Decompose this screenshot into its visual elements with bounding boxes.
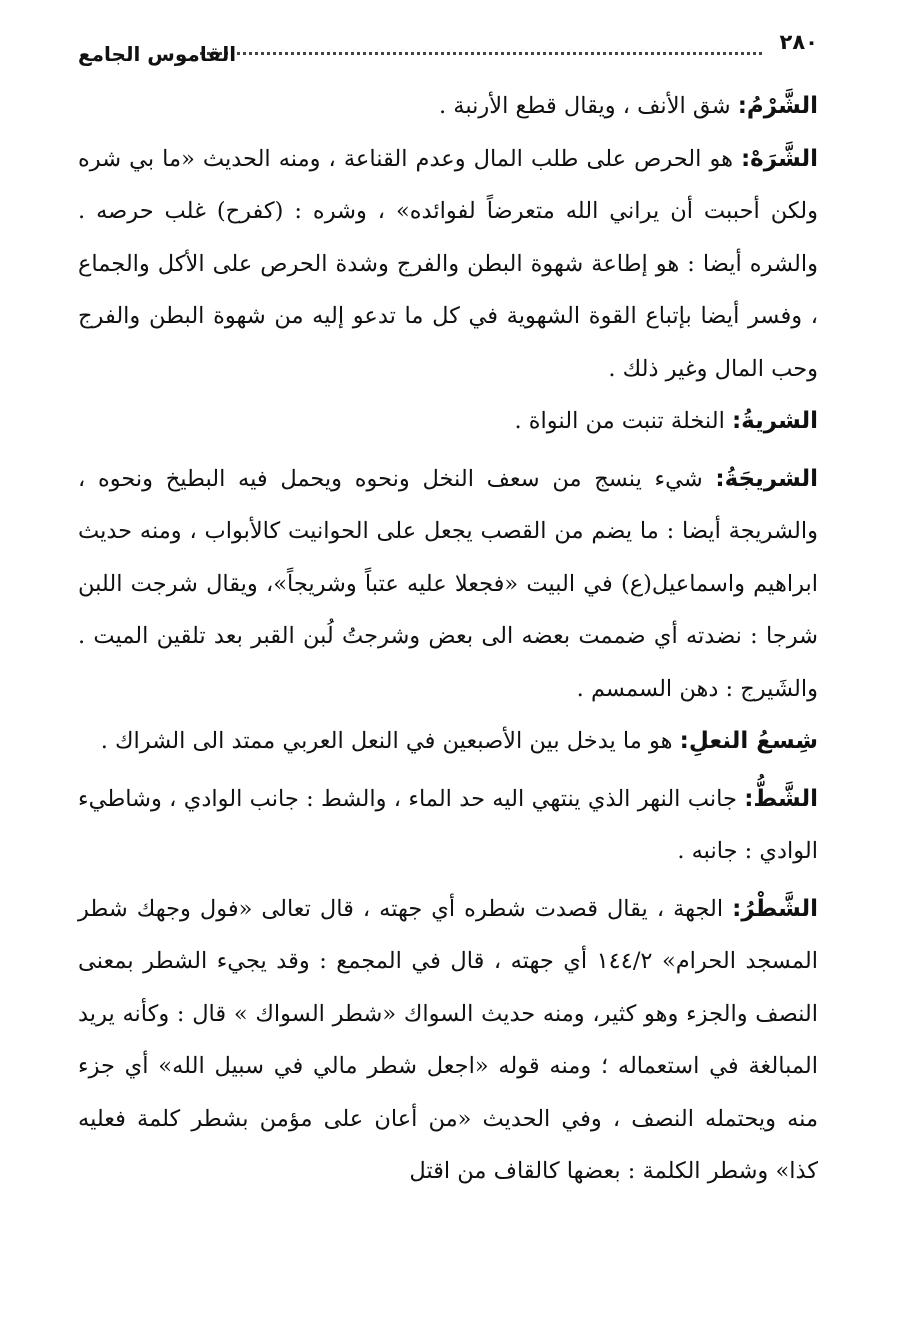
entry-headword: الشَّرَهْ: — [740, 145, 818, 172]
entry-headword: الشَّرْمُ: — [737, 93, 818, 119]
entry-definition: النخلة تنبت من النواة . — [514, 408, 732, 434]
entry-shatt — [78, 773, 818, 878]
entry-headword: شِسعُ النعلِ: — [679, 728, 818, 754]
entry-sharah — [78, 133, 818, 396]
entry-headword: الشَّطْرُ: — [732, 895, 818, 922]
running-title: القاموس الجامع — [78, 42, 237, 66]
entry-shariyah — [78, 395, 818, 448]
entry-definition: شق الأنف ، ويقال قطع الأرنبة . — [439, 93, 738, 119]
entry-shatr — [78, 883, 818, 1198]
dotted-leader — [200, 52, 762, 55]
entry-shis-al-naal — [78, 715, 818, 768]
entry-definition: جانب النهر الذي ينتهي اليه حد الماء ، والشط : جانب الوادي ، وشاطيء الوادي : جانبه . — [78, 785, 818, 864]
entry-definition: هو الحرص على طلب المال وعدم القناعة ، ومنه الحديث «ما بي شره ولكن أحببت أن يراني الله متعرضاً لفوائده» ، وشره : (كفرح) غلب حرصه . والشره أيضا : هو إطاعة شهوة البطن والفرج وشدة الحرص على الأكل والجماع ، وفسر أيضا بإتباع القوة الشهوية في كل ما تدعو إليه من شهوة البطن والفرج وحب المال وغير ذلك . — [78, 145, 818, 382]
page-number: ٢٨٠ — [779, 30, 818, 54]
dictionary-entries — [78, 80, 818, 1198]
page-header — [78, 28, 818, 72]
entry-definition: هو ما يدخل بين الأصبعين في النعل العربي ممتد الى الشراك . — [100, 728, 680, 754]
entry-headword: الشريجَةُ: — [715, 465, 818, 492]
entry-sharijah — [78, 453, 818, 716]
entry-definition: شيء ينسج من سعف النخل ونحوه ويحمل فيه البطيخ ونحوه ، والشريجة أيضا : ما يضم من القصب يجعل على الحوانيت كالأبواب ، ومنه حديث ابراهيم واسماعيل(ع) في البيت «فجعلا عليه عتباً وشريجاً»، ويقال شرجت اللبن شرجا : نضدته أي ضممت بعضه الى بعض وشرجتُ لُبن القبر بعد تلقين الميت . والشَيرج : دهن السمسم . — [78, 465, 818, 702]
entry-sharm — [78, 80, 818, 133]
entry-definition: الجهة ، يقال قصدت شطره أي جهته ، قال تعالى «فول وجهك شطر المسجد الحرام» ١٤٤/٢ أي جهته ، قال في المجمع : وقد يجيء الشطر بمعنى النصف والجزء وهو كثير، ومنه حديث السواك «شطر السواك » قال : وكأنه يريد المبالغة في استعماله ؛ ومنه قوله «اجعل شطر مالي في سبيل الله» أي جزء منه ويحتمله النصف ، وفي الحديث «من أعان على مؤمن بشطر كلمة فعليه كذا» وشطر الكلمة : بعضها كالقاف من اقتل — [78, 895, 818, 1184]
entry-headword: الشَّطُّ: — [744, 785, 818, 812]
entry-headword: الشريةُ: — [731, 408, 818, 434]
